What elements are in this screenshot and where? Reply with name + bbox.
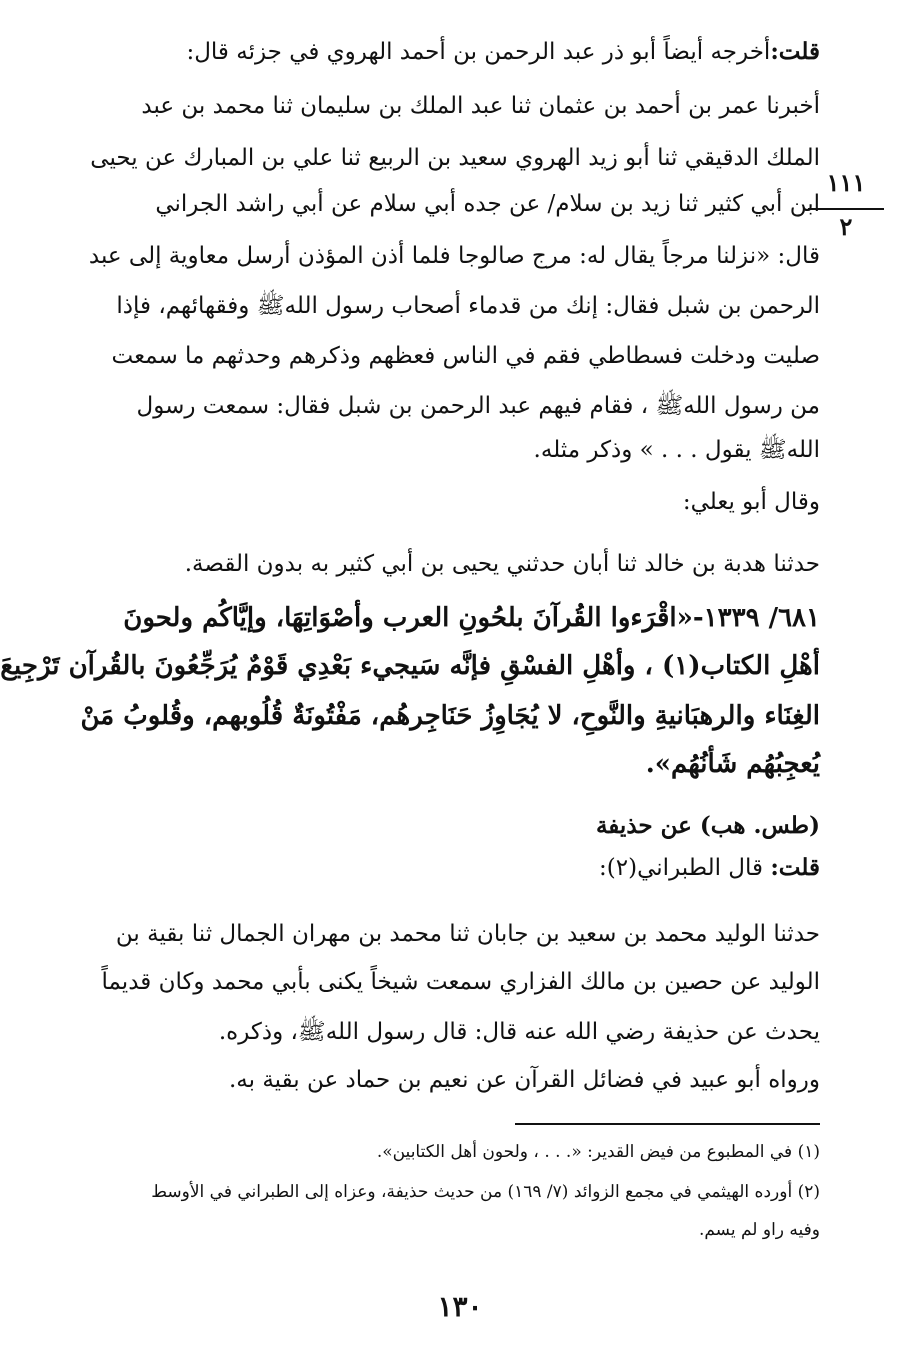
text-line: وقال أبو يعلي: xyxy=(682,489,820,515)
line-text: أخرجه أيضاً أبو ذر عبد الرحمن بن أحمد الهروي في جزئه قال: xyxy=(186,39,771,65)
text-line: يحدث عن حذيفة رضي الله عنه قال: قال رسول اللهﷺ، وذكره. xyxy=(218,1019,820,1045)
text-line: الوليد عن حصين بن مالك الفزاري سمعت شيخاً يكنى بأبي محمد وكان قديماً xyxy=(101,969,820,995)
text-line: قال: «نزلنا مرجاً يقال له: مرج صالوجا فلما أذن المؤذن أرسل معاوية إلى عبد xyxy=(88,243,820,269)
margin-page-reference-bottom: ٢ xyxy=(839,212,853,241)
text-line: أخبرنا عمر بن أحمد بن عثمان ثنا عبد الملك بن سليمان ثنا محمد بن عبد xyxy=(141,93,820,119)
page-number: ١٣٠ xyxy=(437,1290,483,1323)
line-text: قال الطبراني(٢): xyxy=(599,855,763,881)
text-line: اللهﷺ يقول . . . » وذكر مثله. xyxy=(533,437,820,463)
text-line: صليت ودخلت فسطاطي فقم في الناس فعظهم وذكرهم وحدثهم ما سمعت xyxy=(111,343,820,369)
text-line: الملك الدقيقي ثنا أبو زيد الهروي سعيد بن الربيع ثنا علي بن المبارك عن يحيى xyxy=(90,145,820,171)
footnote: (٢) أورده الهيثمي في مجمع الزوائد (٧/ ١٦٩) من حديث حذيفة، وعزاه إلى الطبراني في الأوسط xyxy=(151,1182,820,1202)
text-line: الرحمن بن شبل فقال: إنك من قدماء أصحاب رسول اللهﷺ وفقهائهم، فإذا xyxy=(116,293,820,319)
hadith-line: ٦٨١/ ١٣٣٩-«اقْرَءوا القُرآنَ بلحُونِ العرب وأصْوَاتِهَا، وإيَّاكُم ولحونَ xyxy=(123,603,820,633)
footnote-separator xyxy=(515,1123,820,1125)
text-line xyxy=(80,34,820,70)
margin-page-reference-top: ١١١ xyxy=(826,168,866,197)
footnote-continuation: وفيه راو لم يسم. xyxy=(698,1220,820,1240)
hadith-line: أهْلِ الكتاب(١) ، وأهْلِ الفسْقِ فإنَّه سَيجيء بَعْدِي قَوْمٌ يُرَجِّعُونَ بالقُرآن تَرْجِيعَ xyxy=(0,651,820,681)
qul-label: قلت: xyxy=(770,38,820,65)
text-line: حدثنا هدبة بن خالد ثنا أبان حدثني يحيى بن أبي كثير به بدون القصة. xyxy=(184,551,820,577)
source-attribution: (طس. هب) عن حذيفة xyxy=(595,812,820,839)
qul-label: قلت: xyxy=(770,854,820,881)
footnote: (١) في المطبوع من فيض القدير: «. . . ، ولحون أهل الكتابين». xyxy=(376,1142,820,1162)
hadith-line: يُعجِبُهُم شَأنُهُم». xyxy=(645,749,820,779)
hadith-line: الغِنَاء والرهبَانيةِ والنَّوحِ، لا يُجَاوِزُ حَنَاجِرهُم، مَفْتُونَةٌ قُلُوبهم، وقُلوبُ مَنْ xyxy=(80,701,820,731)
text-line: ورواه أبو عبيد في فضائل القرآن عن نعيم بن حماد عن بقية به. xyxy=(228,1067,820,1093)
text-line: حدثنا الوليد محمد بن سعيد بن جابان ثنا محمد بن مهران الجمال ثنا بقية بن xyxy=(115,921,820,947)
text-line: من رسول اللهﷺ ، فقام فيهم عبد الرحمن بن شبل فقال: سمعت رسول xyxy=(136,393,820,419)
text-line xyxy=(80,850,820,886)
text-line: ابن أبي كثير ثنا زيد بن سلام/ عن جده أبي سلام عن أبي راشد الجراني xyxy=(155,191,820,217)
